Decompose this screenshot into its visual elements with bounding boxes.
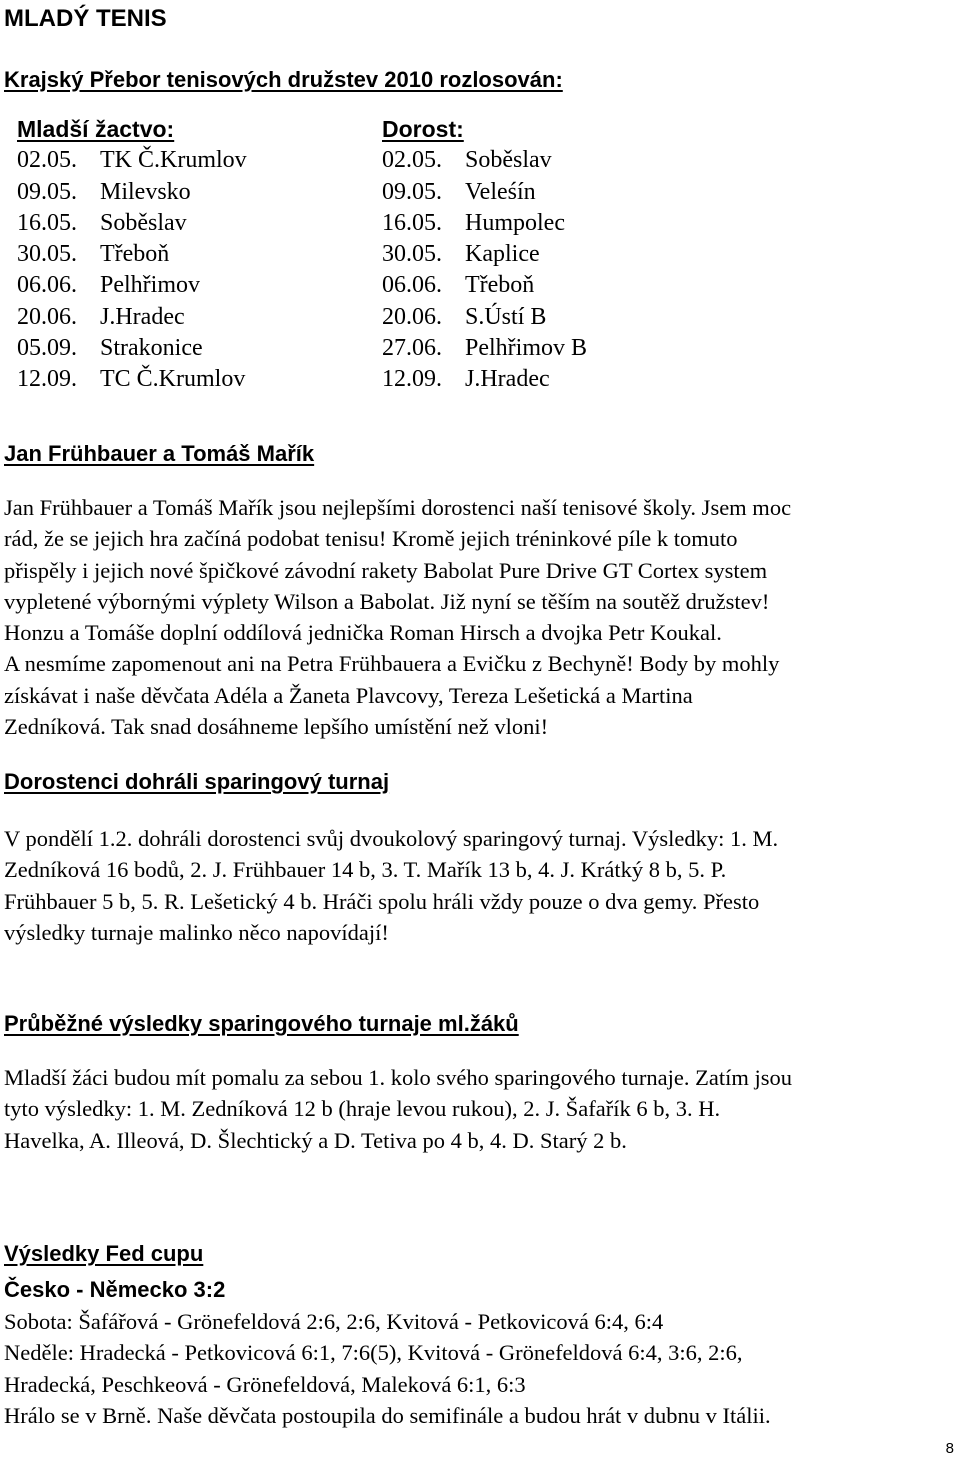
paragraph-line: získávat i naše děvčata Adéla a Žaneta Plavcovy, Tereza Lešetická a Martina (4, 682, 693, 708)
paragraph-line: Zedníková. Tak snad dosáhneme lepšího umístění než vloni! (4, 714, 549, 740)
schedule-column-junior (382, 114, 587, 396)
schedule-row: 27.06. Pelhřimov B (382, 335, 588, 362)
paragraph-line: přispěly i jejich nové špičkové závodní rakety Babolat Pure Drive GT Cortex system (4, 557, 768, 583)
schedule-row: 12.09. TC Č.Krumlov (17, 366, 246, 393)
schedule-row: 30.05. Kaplice (382, 241, 540, 268)
schedule-row: 20.06. J.Hradec (17, 303, 185, 330)
paragraph-line: Hrálo se v Brně. Naše děvčata postoupila do semifinále a budou hrát v dubnu v Itálii. (4, 1402, 771, 1428)
paragraph-line: Mladší žáci budou mít pomalu za sebou 1. kolo svého sparingového turnaje. Zatím jsou (4, 1065, 792, 1090)
paragraph-line: Sobota: Šafářová - Grönefeldová 2:6, 2:6, Kvitová - Petkovicová 6:4, 6:4 (4, 1309, 664, 1334)
fedcup-paragraph (4, 1306, 956, 1431)
schedule-row: 05.09. Strakonice (17, 335, 203, 362)
page-title: MLADÝ TENIS (4, 5, 167, 32)
paragraph-line: A nesmíme zapomenout ani na Petra Frühbauera a Evičku z Bechyně! Body by mohly (4, 651, 780, 677)
paragraph-line: Neděle: Hradecká - Petkovicová 6:1, 7:6(5), Kvitová - Grönefeldová 6:4, 3:6, 2:6, (4, 1340, 743, 1366)
paragraph-line: rád, že se jejich hra začíná podobat tenisu! Kromě jejich tréninkové píle k tomuto (4, 526, 738, 552)
paragraph-line: Zedníková 16 bodů, 2. J. Frühbauer 14 b, 3. T. Mařík 13 b, 4. J. Krátký 8 b, 5. P. (4, 857, 727, 883)
sparring-paragraph (4, 823, 956, 948)
schedule-row: 06.06. Pelhřimov (17, 272, 200, 299)
players-paragraph (4, 492, 956, 742)
paragraph-line: Frühbauer 5 b, 5. R. Lešetický 4 b. Hráči spolu hráli vždy pouze o dva gemy. Přesto (4, 888, 760, 914)
paragraph-line: tyto výsledky: 1. M. Zedníková 12 b (hraje levou rukou), 2. J. Šafařík 6 b, 3. H. (4, 1096, 721, 1122)
paragraph-line: Havelka, A. Illeová, D. Šlechtický a D. Tetiva po 4 b, 4. D. Starý 2 b. (4, 1127, 627, 1153)
fedcup-subheading: Česko - Německo 3:2 (4, 1277, 226, 1302)
paragraph-line: Jan Frühbauer a Tomáš Mařík jsou nejlepšími dorostenci naší tenisové školy. Jsem moc (4, 495, 792, 520)
page-number: 8 (945, 1440, 954, 1457)
players-heading: Jan Frühbauer a Tomáš Mařík (4, 441, 315, 466)
paragraph-line: Hradecká, Peschkeová - Grönefeldová, Maleková 6:1, 6:3 (4, 1371, 526, 1397)
schedule-row: 12.09. J.Hradec (382, 366, 550, 393)
juniors-paragraph (4, 1062, 956, 1156)
schedule-column-header: Dorost: (382, 116, 464, 142)
paragraph-line: výsledky turnaje malinko něco napovídají! (4, 919, 389, 945)
paragraph-line: Honzu a Tomáše doplní oddílová jednička Roman Hirsch a dvojka Petr Koukal. (4, 620, 722, 646)
schedule-column-header: Mladší žactvo: (17, 116, 175, 142)
schedule-row: 20.06. S.Ústí B (382, 303, 547, 330)
schedule-row: 30.05. Třeboň (17, 241, 170, 268)
sparring-heading: Dorostenci dohráli sparingový turnaj (4, 769, 390, 794)
juniors-heading: Průběžné výsledky sparingového turnaje ml.žáků (4, 1011, 519, 1036)
schedule-row: 16.05. Soběslav (17, 209, 187, 236)
schedule-heading: Krajský Přebor tenisových družstev 2010 rozlosován: (4, 67, 563, 92)
paragraph-line: V pondělí 1.2. dohráli dorostenci svůj dvoukolový sparingový turnaj. Výsledky: 1. M. (4, 826, 779, 851)
schedule-row: 09.05. Milevsko (17, 178, 191, 205)
schedule-row: 06.06. Třeboň (382, 272, 535, 299)
schedule-column-younger (17, 114, 247, 396)
schedule-row: 02.05. Soběslav (382, 147, 552, 174)
paragraph-line: vypletené výbornými výplety Wilson a Babolat. Již nyní se těším na soutěž družstev! (4, 588, 770, 614)
schedule-row: 02.05. TK Č.Krumlov (17, 147, 247, 174)
schedule-row: 09.05. Veleśín (382, 178, 536, 205)
schedule-row: 16.05. Humpolec (382, 209, 565, 236)
fedcup-heading: Výsledky Fed cupu (4, 1241, 204, 1266)
